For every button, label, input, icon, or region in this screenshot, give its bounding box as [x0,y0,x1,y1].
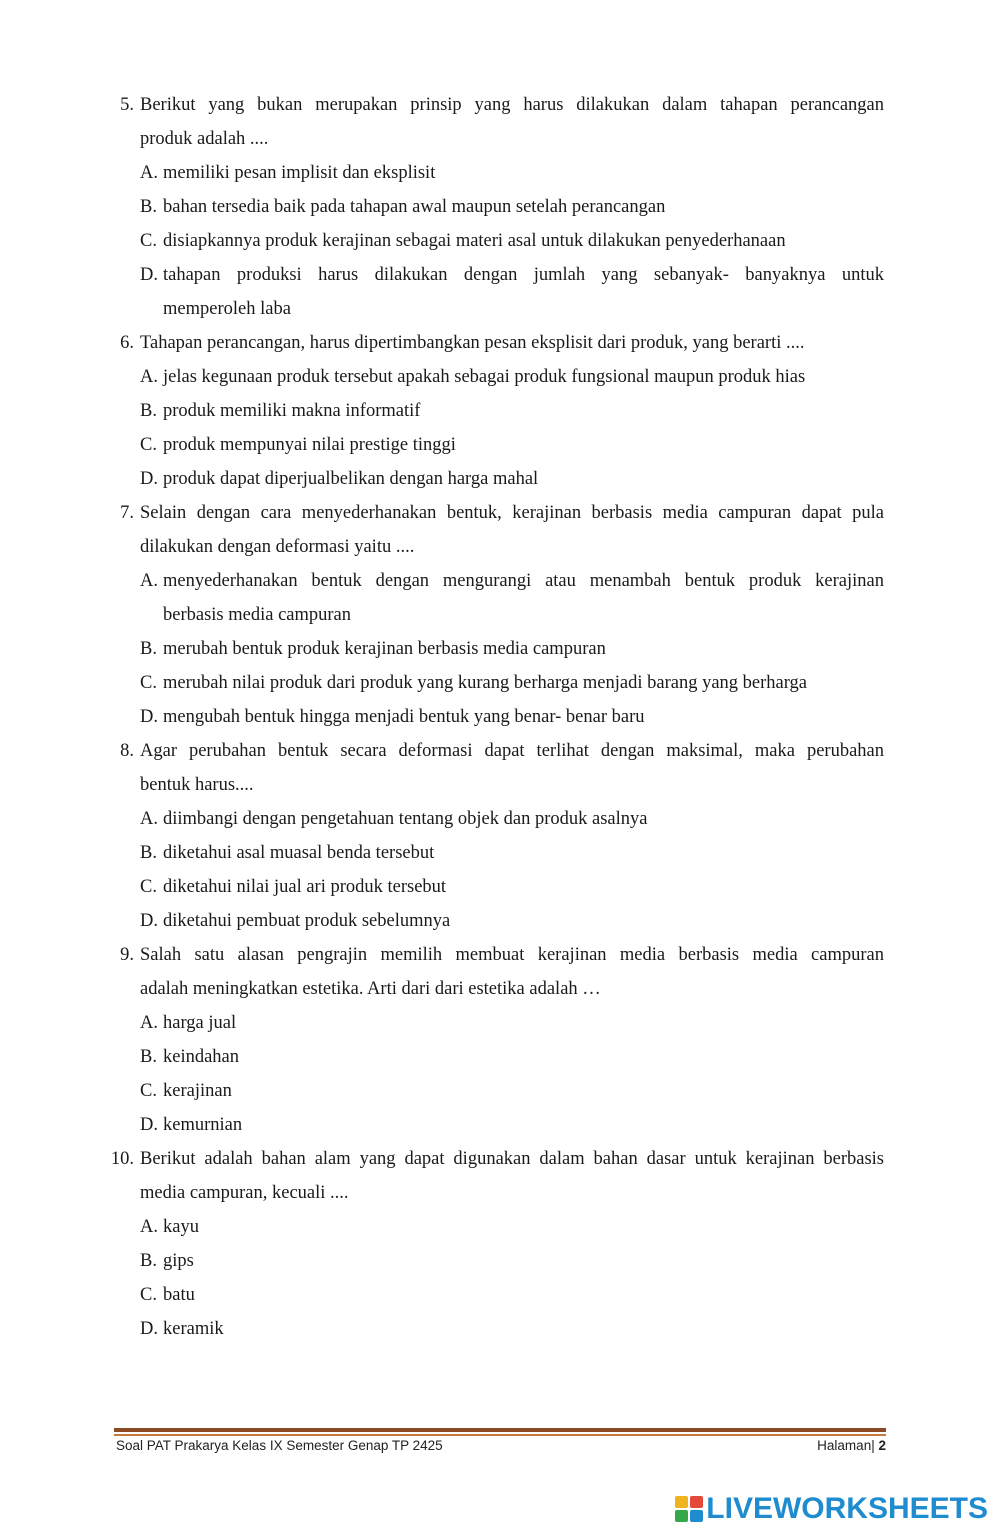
option-letter: D. [140,469,158,489]
question-text: dilakukan dengan deformasi yaitu .... [140,537,415,557]
question-text: produk adalah .... [140,129,269,149]
option-text: kerajinan [163,1081,232,1101]
option-letter: D. [140,265,158,285]
option-letter: D. [140,707,158,727]
option-letter: A. [140,571,158,591]
option-text: batu [163,1285,195,1305]
option-text: merubah nilai produk dari produk yang kurang berharga menjadi barang yang berharga [163,673,808,693]
question-number: 5. [120,95,134,115]
option-text: memperoleh laba [163,299,291,319]
option-text: diketahui asal muasal benda tersebut [163,843,435,863]
footer-divider [114,1428,886,1432]
option-text: disiapkannya produk kerajinan sebagai materi asal untuk dilakukan penyederhanaan [163,231,786,251]
option-letter: C. [140,1081,157,1101]
option-text: diketahui pembuat produk sebelumnya [163,911,451,931]
option-letter: A. [140,1013,158,1033]
question-text: Berikut yang bukan merupakan prinsip yang harus dilakukan dalam tahapan perancangan [140,95,884,115]
option-letter: B. [140,1251,157,1271]
option-letter: C. [140,673,157,693]
option-text: jelas kegunaan produk tersebut apakah sebagai produk fungsional maupun produk hias [163,367,806,387]
option-text: bahan tersedia baik pada tahapan awal maupun setelah perancangan [163,197,666,217]
liveworksheets-brand[interactable] [674,1492,988,1526]
page-number: 2 [878,1438,886,1453]
option-text: diketahui nilai jual ari produk tersebut [163,877,447,897]
option-text: produk dapat diperjualbelikan dengan harga mahal [163,469,539,489]
option-text: keramik [163,1319,224,1339]
question-number: 10. [110,1149,134,1169]
question-number: 6. [120,333,134,353]
option-letter: C. [140,1285,157,1305]
question-number: 9. [120,945,134,965]
option-letter: A. [140,809,158,829]
option-text: produk memiliki makna informatif [163,401,421,421]
option-letter: D. [140,1115,158,1135]
option-text: keindahan [163,1047,240,1067]
question-text: bentuk harus.... [140,775,254,795]
footer-page-label [817,1438,886,1453]
option-letter: C. [140,877,157,897]
liveworksheets-logo-icon [674,1495,704,1523]
option-letter: C. [140,435,157,455]
option-letter: D. [140,1319,158,1339]
option-text: gips [163,1251,194,1271]
brand-name: LIVEWORKSHEETS [706,1492,988,1525]
option-text: kemurnian [163,1115,243,1135]
question-text: Selain dengan cara menyederhanakan bentuk, kerajinan berbasis media campuran dapat pula [140,503,884,523]
question-number: 8. [120,741,134,761]
option-text: merubah bentuk produk kerajinan berbasis media campuran [163,639,606,659]
option-letter: A. [140,163,158,183]
option-letter: B. [140,401,157,421]
option-letter: A. [140,1217,158,1237]
question-text: Tahapan perancangan, harus dipertimbangkan pesan eksplisit dari produk, yang berarti .... [140,333,805,353]
option-text: menyederhanakan bentuk dengan mengurangi atau menambah bentuk produk kerajinan [163,571,884,591]
option-letter: D. [140,911,158,931]
option-text: harga jual [163,1013,237,1033]
option-letter: B. [140,843,157,863]
page-label: Halaman| [817,1438,875,1453]
option-text: produk mempunyai nilai prestige tinggi [163,435,456,455]
question-number: 7. [120,503,134,523]
option-text: berbasis media campuran [163,605,352,625]
option-letter: B. [140,197,157,217]
question-text: adalah meningkatkan estetika. Arti dari dari estetika adalah … [140,979,601,999]
option-text: kayu [163,1217,199,1237]
option-letter: A. [140,367,158,387]
question-text: Berikut adalah bahan alam yang dapat digunakan dalam bahan dasar untuk kerajinan berbasis [140,1149,884,1169]
question-text: media campuran, kecuali .... [140,1183,349,1203]
option-letter: B. [140,639,157,659]
question-text: Agar perubahan bentuk secara deformasi dapat terlihat dengan maksimal, maka perubahan [140,741,884,761]
footer-divider-accent [114,1434,886,1436]
option-letter: C. [140,231,157,251]
option-text: memiliki pesan implisit dan eksplisit [163,163,436,183]
option-text: diimbangi dengan pengetahuan tentang objek dan produk asalnya [163,809,648,829]
question-text: Salah satu alasan pengrajin memilih membuat kerajinan media berbasis media campuran [140,945,884,965]
option-text: tahapan produksi harus dilakukan dengan jumlah yang sebanyak- banyaknya untuk [163,265,884,285]
footer-title: Soal PAT Prakarya Kelas IX Semester Genap TP 2425 [116,1438,443,1453]
option-letter: B. [140,1047,157,1067]
option-text: mengubah bentuk hingga menjadi bentuk yang benar- benar baru [163,707,645,727]
